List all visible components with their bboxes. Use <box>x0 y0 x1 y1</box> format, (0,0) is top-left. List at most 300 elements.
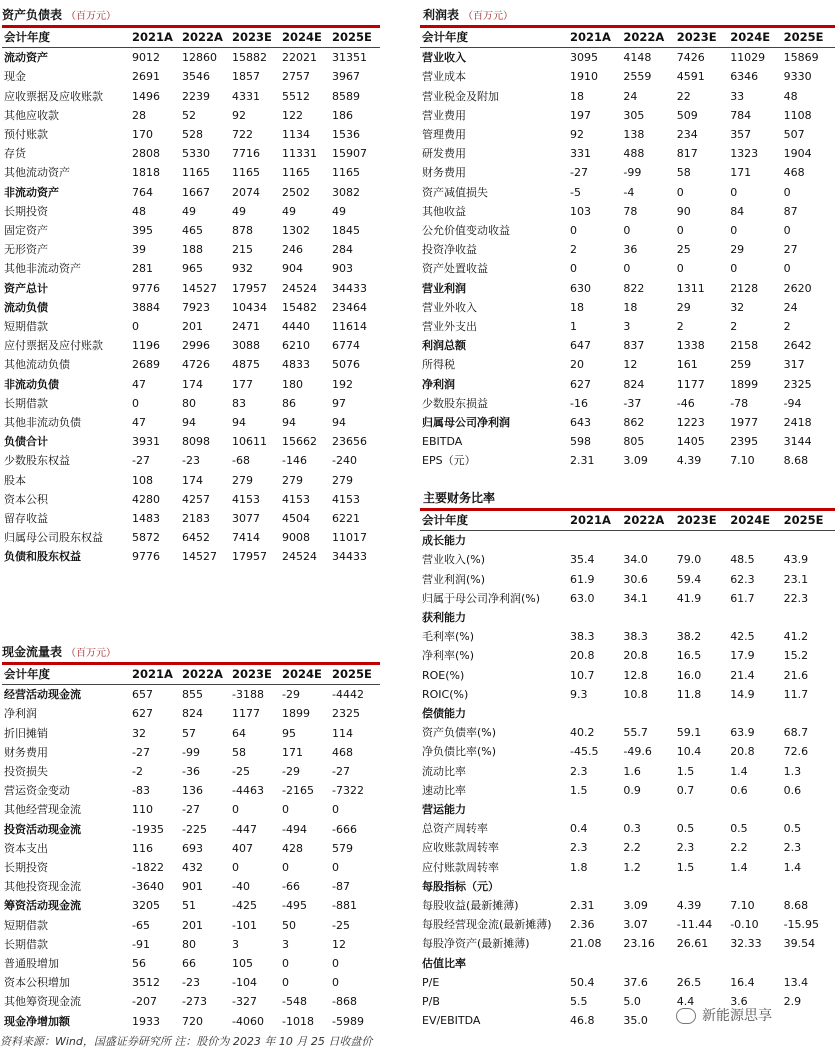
cell-value: 2418 <box>783 416 812 430</box>
table-row <box>420 685 835 704</box>
cell-value: 80 <box>182 937 196 951</box>
row-label: 短期借款 <box>4 320 48 334</box>
cell-value: 4833 <box>282 358 310 372</box>
table-row <box>2 317 380 336</box>
cell-value: 29 <box>676 300 691 314</box>
cell-value: 822 <box>623 281 645 295</box>
cell-value: 20 <box>570 358 585 372</box>
cell-value: 279 <box>332 473 353 487</box>
table-row <box>2 240 380 259</box>
cell-value: 4153 <box>332 492 360 506</box>
cell-value: 0.5 <box>676 822 695 836</box>
cell-value: 1.2 <box>623 860 641 874</box>
cell-value: -36 <box>182 765 200 779</box>
cell-value <box>728 954 781 973</box>
cell-value: 24 <box>783 300 798 314</box>
cell-value: 49 <box>332 204 346 218</box>
cell-value: 468 <box>332 745 353 759</box>
cell-value: 2.3 <box>570 841 588 855</box>
cell-value: 2.36 <box>570 918 595 932</box>
cell-value: 16.0 <box>676 668 702 682</box>
cell-value: 188 <box>182 243 203 257</box>
column-header-year: 2025E <box>330 28 380 48</box>
cell-value: 34433 <box>332 281 367 295</box>
table-row <box>420 144 835 163</box>
cell-value: 201 <box>182 918 203 932</box>
cell-value: -91 <box>132 937 150 951</box>
cell-value: 174 <box>182 377 203 391</box>
cell-value: 11614 <box>332 320 367 334</box>
cell-value: 0.6 <box>783 783 802 797</box>
cell-value: 1667 <box>182 185 210 199</box>
cell-value: 1.8 <box>570 860 588 874</box>
cell-value: 0 <box>623 224 631 238</box>
cell-value: 862 <box>623 416 645 430</box>
cell-value: 1.4 <box>730 860 748 874</box>
cell-value: -207 <box>132 995 157 1009</box>
row-label: 经营活动现金流 <box>4 688 81 702</box>
cell-value: -78 <box>730 396 749 410</box>
cell-value: 0.6 <box>730 783 748 797</box>
cell-value: 0 <box>332 957 339 971</box>
cell-value: 15.2 <box>783 649 809 663</box>
cell-value: 1108 <box>783 108 812 122</box>
cell-value: 2471 <box>232 320 260 334</box>
table-row <box>2 1012 380 1031</box>
cell-value: 38.3 <box>623 630 648 644</box>
section-row <box>420 877 835 896</box>
cell-value: 1.5 <box>676 860 695 874</box>
cell-value: 720 <box>182 1014 203 1028</box>
cell-value: 1302 <box>282 224 310 238</box>
cell-value: 1165 <box>232 166 260 180</box>
cell-value: 0 <box>332 976 339 990</box>
table-row <box>420 106 835 125</box>
cell-value: 24524 <box>282 550 317 564</box>
cell-value: 0.3 <box>623 822 641 836</box>
table-row <box>2 394 380 413</box>
cell-value: 63.0 <box>570 591 595 605</box>
row-label: 净利率(%) <box>422 649 475 663</box>
cell-value: -1018 <box>282 1014 314 1028</box>
row-label: 资产减值损失 <box>422 185 488 199</box>
table-row <box>2 48 380 68</box>
cell-value: 2559 <box>623 70 652 84</box>
cell-value: 579 <box>332 841 353 855</box>
balance-title <box>2 5 116 25</box>
cell-value: 22 <box>676 89 691 103</box>
table-row <box>2 67 380 86</box>
row-label: 其他筹资现金流 <box>4 995 81 1009</box>
cell-value <box>782 877 835 896</box>
cell-value: 1311 <box>676 281 705 295</box>
cell-value: 643 <box>570 416 592 430</box>
cell-value: 9776 <box>132 550 160 564</box>
cell-value: 2325 <box>332 707 360 721</box>
row-label: 其他非流动负债 <box>4 416 81 430</box>
cell-value: 28 <box>132 108 146 122</box>
row-label: 每股经营现金流(最新摊薄) <box>422 918 552 932</box>
cell-value: 34.1 <box>623 591 648 605</box>
row-label: 获利能力 <box>422 611 466 625</box>
table-row <box>420 413 835 432</box>
row-label: 无形资产 <box>4 243 48 257</box>
cell-value: -87 <box>332 880 350 894</box>
column-header-year: 2023E <box>675 511 728 531</box>
cell-value: 64 <box>232 726 246 740</box>
cell-value: 48 <box>132 204 146 218</box>
cell-value: 37.6 <box>623 975 648 989</box>
cell-value: 6346 <box>730 70 759 84</box>
cell-value: 48 <box>783 89 798 103</box>
cell-value <box>568 877 621 896</box>
row-label: 其他应收款 <box>4 108 59 122</box>
row-label: 资本公积 <box>4 492 48 506</box>
cell-value: 2689 <box>132 358 160 372</box>
row-label: 归属母公司净利润 <box>422 416 510 430</box>
cell-value: 18 <box>623 300 638 314</box>
cell-value: 49 <box>232 204 246 218</box>
cell-value: 5330 <box>182 147 210 161</box>
cell-value: 647 <box>570 339 592 353</box>
cell-value: 432 <box>182 861 203 875</box>
cell-value: 0 <box>232 803 239 817</box>
cell-value: 9776 <box>132 281 160 295</box>
table-row <box>420 48 835 68</box>
cell-value: 281 <box>132 262 153 276</box>
cell-value: 246 <box>282 243 303 257</box>
cell-value: 36 <box>623 243 638 257</box>
cell-value: 10.8 <box>623 687 648 701</box>
row-label: 营业收入(%) <box>422 553 486 567</box>
cell-value: 0.9 <box>623 783 641 797</box>
cell-value: 1165 <box>332 166 360 180</box>
row-label: 留存收益 <box>4 512 48 526</box>
cell-value: 878 <box>232 224 253 238</box>
cell-value: 1536 <box>332 128 360 142</box>
cell-value: 72.6 <box>783 745 809 759</box>
cell-value: 2.3 <box>676 841 695 855</box>
cell-value <box>568 800 621 819</box>
ratios-title <box>423 488 495 508</box>
cell-value: 94 <box>182 416 196 430</box>
table-row <box>420 762 835 781</box>
cell-value: -3640 <box>132 880 164 894</box>
cell-value: 627 <box>132 707 153 721</box>
cell-value: 12.8 <box>623 668 648 682</box>
cell-value: 49 <box>282 204 296 218</box>
table-row <box>2 781 380 800</box>
row-label: 管理费用 <box>422 128 466 142</box>
cell-value <box>621 877 674 896</box>
cell-value: 122 <box>282 108 303 122</box>
cell-value <box>675 531 728 551</box>
cell-value: -45.5 <box>570 745 599 759</box>
row-label: 净利润 <box>4 707 37 721</box>
cell-value: 1483 <box>132 512 160 526</box>
cell-value: 234 <box>676 128 698 142</box>
cell-value: 14527 <box>182 550 217 564</box>
cell-value: 2325 <box>783 377 812 391</box>
cell-value: 1.4 <box>730 764 748 778</box>
cell-value: 41.9 <box>676 591 702 605</box>
row-label: 短期借款 <box>4 918 48 932</box>
cell-value: 764 <box>132 185 153 199</box>
row-label: 资产负债率(%) <box>422 726 497 740</box>
cell-value: -27 <box>182 803 200 817</box>
cell-value: -40 <box>232 880 250 894</box>
cell-value: 4.39 <box>676 899 702 913</box>
table-row <box>420 570 835 589</box>
row-label: 其他经营现金流 <box>4 803 81 817</box>
cell-value: -37 <box>623 396 642 410</box>
cell-value: -2165 <box>282 784 314 798</box>
cell-value <box>568 704 621 723</box>
cell-value: 50 <box>282 918 296 932</box>
cell-value: 657 <box>132 688 153 702</box>
cell-value: 279 <box>232 473 253 487</box>
cell-value: 58 <box>676 166 691 180</box>
cell-value: -5 <box>570 185 581 199</box>
table-row <box>2 935 380 954</box>
cell-value: -25 <box>232 765 250 779</box>
column-header-label: 会计年度 <box>420 511 568 531</box>
cell-value: 5512 <box>282 89 310 103</box>
table-row <box>2 973 380 992</box>
cell-value: -494 <box>282 822 307 836</box>
cell-value: 7426 <box>676 51 705 65</box>
table-row <box>2 490 380 509</box>
cell-value: 6221 <box>332 512 360 526</box>
cell-value: 805 <box>623 435 645 449</box>
row-label: 长期投资 <box>4 204 48 218</box>
cell-value <box>728 704 781 723</box>
column-header-year: 2022A <box>180 665 230 685</box>
cell-value: 12 <box>332 937 346 951</box>
cell-value: 110 <box>132 803 153 817</box>
table-row <box>420 202 835 221</box>
table-row <box>2 451 380 470</box>
row-label: ROE(%) <box>422 668 465 682</box>
cell-value: -4442 <box>332 688 364 702</box>
table-row <box>2 471 380 490</box>
cell-value: 63.9 <box>730 726 755 740</box>
cell-value: 1196 <box>132 339 160 353</box>
cell-value: 317 <box>783 358 805 372</box>
cell-value: 7414 <box>232 531 260 545</box>
cell-value: 116 <box>132 841 153 855</box>
cell-value: 41.2 <box>783 630 809 644</box>
cell-value: 1 <box>570 320 578 334</box>
cell-value: 2.3 <box>783 841 802 855</box>
cell-value: 837 <box>623 339 645 353</box>
cell-value: 215 <box>232 243 253 257</box>
cell-value: 331 <box>570 147 592 161</box>
table-row <box>420 838 835 857</box>
cell-value: 21.4 <box>730 668 755 682</box>
cell-value: 6452 <box>182 531 210 545</box>
row-label: 负债和股东权益 <box>4 550 81 564</box>
cell-value: -25 <box>332 918 350 932</box>
cell-value: 171 <box>282 745 303 759</box>
cell-value: 784 <box>730 108 752 122</box>
row-label: 归属于母公司净利润(%) <box>422 591 541 605</box>
row-label: 存货 <box>4 147 26 161</box>
cell-value: 47 <box>132 377 146 391</box>
cell-value: 3077 <box>232 512 260 526</box>
cell-value: 4153 <box>232 492 260 506</box>
table-row <box>420 451 835 470</box>
row-label: 毛利率(%) <box>422 630 475 644</box>
cell-value: 21.6 <box>783 668 809 682</box>
cell-value: 4.39 <box>676 454 702 468</box>
cell-value: -23 <box>182 454 200 468</box>
row-label: 长期借款 <box>4 396 48 410</box>
row-label: 每股收益(最新摊薄) <box>422 899 519 913</box>
cell-value: 15907 <box>332 147 367 161</box>
cell-value <box>782 800 835 819</box>
cell-value: 1165 <box>282 166 310 180</box>
cell-value: 395 <box>132 224 153 238</box>
cell-value: 33 <box>730 89 745 103</box>
cell-value: 24524 <box>282 281 317 295</box>
cell-value: 10611 <box>232 435 267 449</box>
cell-value: 86 <box>282 396 296 410</box>
table-row <box>420 646 835 665</box>
row-label: 流动资产 <box>4 51 48 65</box>
table-row <box>2 336 380 355</box>
cell-value: 7.10 <box>730 899 755 913</box>
cell-value: -99 <box>623 166 642 180</box>
table-row <box>420 742 835 761</box>
column-header-year: 2022A <box>621 28 674 48</box>
cell-value: 20.8 <box>623 649 648 663</box>
cell-value: 48.5 <box>730 553 755 567</box>
table-row <box>2 839 380 858</box>
row-label: 营业利润(%) <box>422 572 486 586</box>
cell-value <box>568 608 621 627</box>
row-label: 利润总额 <box>422 339 466 353</box>
cell-value: 26.5 <box>676 975 702 989</box>
cell-value: -15.95 <box>783 918 820 932</box>
table-row <box>2 279 380 298</box>
cell-value: -104 <box>232 976 257 990</box>
table-row <box>2 144 380 163</box>
cell-value: 2.2 <box>730 841 748 855</box>
column-header-label: 会计年度 <box>420 28 568 48</box>
cell-value <box>782 704 835 723</box>
table-row <box>420 589 835 608</box>
cell-value: 9.3 <box>570 687 588 701</box>
cell-value: 3095 <box>570 51 599 65</box>
cell-value <box>621 608 674 627</box>
cell-value: 27 <box>783 243 798 257</box>
table-row <box>2 685 380 705</box>
column-header-year: 2021A <box>568 28 621 48</box>
cell-value: 94 <box>232 416 246 430</box>
cell-value <box>675 608 728 627</box>
row-label: 财务费用 <box>4 745 48 759</box>
table-row <box>2 916 380 935</box>
row-label: 应付票据及应付账款 <box>4 339 103 353</box>
cell-value: -1935 <box>132 822 164 836</box>
cell-value: 4.4 <box>676 995 695 1009</box>
table-row <box>2 259 380 278</box>
cell-value: -29 <box>282 688 300 702</box>
cell-value: 201 <box>182 320 203 334</box>
column-header-year: 2022A <box>621 511 674 531</box>
row-label: 非流动负债 <box>4 377 59 391</box>
table-row <box>2 820 380 839</box>
cell-value: -4463 <box>232 784 264 798</box>
cell-value: -548 <box>282 995 307 1009</box>
cell-value <box>782 954 835 973</box>
cell-value: 0 <box>783 262 791 276</box>
cell-value: 1.4 <box>783 860 802 874</box>
balance-title-text: 资产负债表 <box>2 8 63 22</box>
cell-value: 279 <box>282 473 303 487</box>
cell-value: 47 <box>132 416 146 430</box>
row-label: 资本支出 <box>4 841 48 855</box>
cell-value: 407 <box>232 841 253 855</box>
cell-value: -425 <box>232 899 257 913</box>
cell-value: 824 <box>623 377 645 391</box>
cell-value: 8589 <box>332 89 360 103</box>
cell-value: 0.7 <box>676 783 695 797</box>
cell-value: 2.2 <box>623 841 641 855</box>
cell-value: 4257 <box>182 492 210 506</box>
cell-value: 528 <box>182 128 203 142</box>
section-row <box>420 704 835 723</box>
row-label: 投资活动现金流 <box>4 822 81 836</box>
cell-value: -2 <box>132 765 143 779</box>
cell-value: 20.8 <box>730 745 755 759</box>
cell-value: 11017 <box>332 531 367 545</box>
cell-value: 965 <box>182 262 203 276</box>
cell-value: 94 <box>282 416 296 430</box>
row-label: 股本 <box>4 473 26 487</box>
cell-value: 1134 <box>282 128 310 142</box>
cell-value: -11.44 <box>676 918 713 932</box>
table-row <box>420 723 835 742</box>
table-row <box>420 317 835 336</box>
row-label: 财务费用 <box>422 166 466 180</box>
cell-value: 87 <box>783 204 798 218</box>
cell-value: 3546 <box>182 70 210 84</box>
income-title <box>423 5 513 25</box>
row-label: 营运资金变动 <box>4 784 70 798</box>
row-label: 营业税金及附加 <box>422 89 499 103</box>
cell-value <box>728 608 781 627</box>
cell-value: 3.09 <box>623 454 648 468</box>
column-header-year: 2025E <box>782 28 835 48</box>
ratios-table <box>420 511 835 1030</box>
row-label: 成长能力 <box>422 534 466 548</box>
cell-value: 428 <box>282 841 303 855</box>
table-row <box>420 666 835 685</box>
row-label: 其他流动负债 <box>4 358 70 372</box>
cell-value: 2183 <box>182 512 210 526</box>
row-label: 估值比率 <box>422 956 466 970</box>
cell-value: 3144 <box>783 435 812 449</box>
cell-value: 61.9 <box>570 572 595 586</box>
row-label: 其他流动资产 <box>4 166 70 180</box>
cell-value: 114 <box>332 726 353 740</box>
cell-value: -66 <box>282 880 300 894</box>
cell-value: 138 <box>623 128 645 142</box>
cell-value: -273 <box>182 995 207 1009</box>
cell-value: 197 <box>570 108 592 122</box>
